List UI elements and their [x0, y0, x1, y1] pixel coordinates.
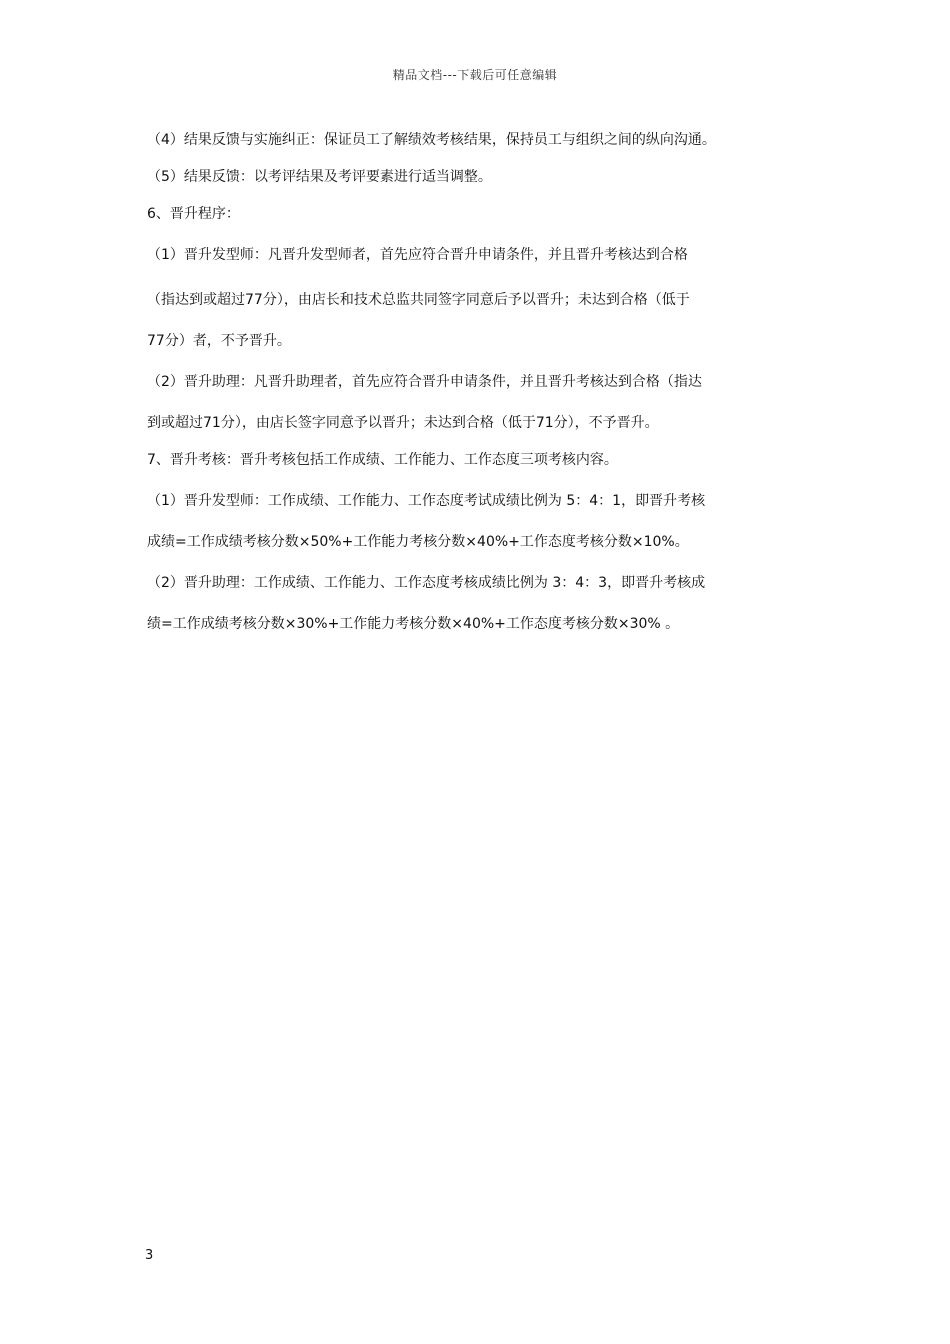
paragraph-line: （2）晋升助理：凡晋升助理者，首先应符合晋升申请条件，并且晋升考核达到合格（指达 — [147, 374, 702, 390]
paragraph-line: （5）结果反馈：以考评结果及考评要素进行适当调整。 — [147, 169, 492, 185]
paragraph-line: （指达到或超过77分），由店长和技术总监共同签字同意后予以晋升；未达到合格（低于 — [147, 292, 690, 308]
paragraph-line: 成绩=工作成绩考核分数×50%+工作能力考核分数×40%+工作态度考核分数×10%。 — [147, 534, 689, 550]
section-heading: 7、晋升考核：晋升考核包括工作成绩、工作能力、工作态度三项考核内容。 — [147, 452, 618, 468]
paragraph-line: 到或超过71分），由店长签字同意予以晋升；未达到合格（低于71分），不予晋升。 — [147, 415, 659, 431]
page-number: 3 — [145, 1248, 154, 1263]
page-header: 精品文档---下载后可任意编辑 — [392, 68, 558, 82]
paragraph-line: （4）结果反馈与实施纠正：保证员工了解绩效考核结果，保持员工与组织之间的纵向沟通。 — [147, 132, 716, 148]
paragraph-line: 77分）者，不予晋升。 — [147, 333, 291, 349]
paragraph-line: （2）晋升助理：工作成绩、工作能力、工作态度考核成绩比例为 3：4：3，即晋升考核成 — [147, 575, 706, 591]
document-body — [147, 122, 847, 643]
paragraph-line: （1）晋升发型师：凡晋升发型师者，首先应符合晋升申请条件，并且晋升考核达到合格 — [147, 247, 688, 263]
paragraph-line: 绩=工作成绩考核分数×30%+工作能力考核分数×40%+工作态度考核分数×30% 。 — [147, 616, 680, 632]
paragraph-line: （1）晋升发型师：工作成绩、工作能力、工作态度考试成绩比例为 5：4：1，即晋升考核 — [147, 493, 706, 509]
section-heading: 6、晋升程序： — [147, 206, 240, 222]
